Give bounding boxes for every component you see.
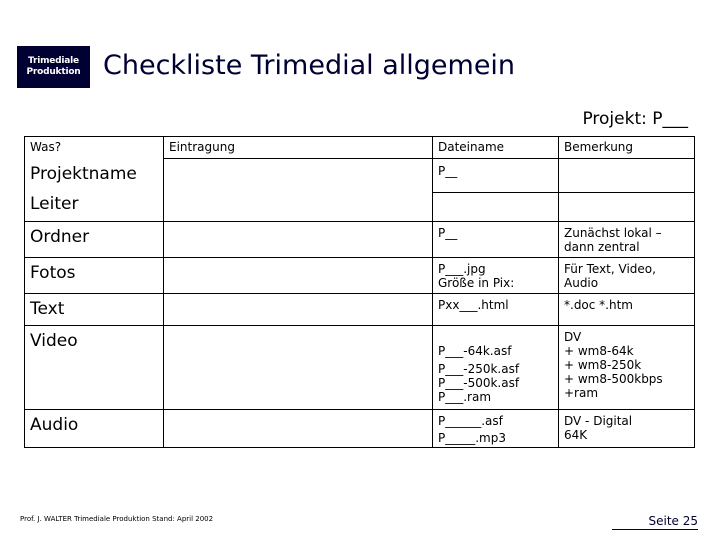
row-dateiname: P___-64k.asf P___-250k.asf P___-500k.asf P___.ram	[433, 326, 559, 410]
row-bemerkung: Zunächst lokal – dann zentral	[559, 222, 695, 258]
row-dateiname: Pxx___.html	[433, 294, 559, 326]
page-number: Seite 25	[648, 514, 698, 528]
row-bemerkung: DV - Digital 64K	[559, 410, 695, 448]
row-dateiname: P__	[433, 159, 559, 193]
header-dateiname: Dateiname	[433, 137, 559, 159]
table-header-row	[25, 137, 695, 159]
header-was: Was?	[25, 137, 164, 159]
table-row	[25, 326, 695, 410]
logo-line-2: Produktion	[26, 67, 81, 77]
row-was: Leiter	[25, 193, 164, 222]
logo	[17, 46, 90, 88]
footer-credit: Prof. J. WALTER Trimediale Produktion Stand: April 2002	[20, 515, 214, 523]
row-eintragung[interactable]	[164, 294, 433, 326]
row-bemerkung: DV + wm8-64k + wm8-250k + wm8-500kbps +ram	[559, 326, 695, 410]
row-eintragung[interactable]	[164, 222, 433, 258]
table-row	[25, 294, 695, 326]
row-was: Projektname	[25, 159, 164, 193]
row-eintragung[interactable]	[164, 159, 433, 222]
row-bemerkung: *.doc *.htm	[559, 294, 695, 326]
table-row	[25, 258, 695, 294]
row-bemerkung	[559, 159, 695, 193]
table-row	[25, 159, 695, 193]
footer-divider	[612, 529, 698, 530]
table-row	[25, 222, 695, 258]
row-eintragung[interactable]	[164, 258, 433, 294]
page-title: Checkliste Trimedial allgemein	[103, 50, 516, 81]
row-dateiname	[433, 193, 559, 222]
row-was: Ordner	[25, 222, 164, 258]
row-bemerkung	[559, 193, 695, 222]
row-bemerkung: Für Text, Video, Audio	[559, 258, 695, 294]
row-eintragung[interactable]	[164, 326, 433, 410]
header-eintragung: Eintragung	[164, 137, 433, 159]
header-bemerkung: Bemerkung	[559, 137, 695, 159]
row-dateiname: P______.asf P_____.mp3	[433, 410, 559, 448]
project-label: Projekt: P___	[582, 109, 688, 129]
row-dateiname: P__	[433, 222, 559, 258]
checklist-table	[24, 136, 695, 448]
row-dateiname: P___.jpg Größe in Pix:	[433, 258, 559, 294]
row-was: Audio	[25, 410, 164, 448]
row-was: Video	[25, 326, 164, 410]
row-was: Fotos	[25, 258, 164, 294]
row-eintragung[interactable]	[164, 410, 433, 448]
logo-line-1: Trimediale	[28, 56, 79, 66]
row-was: Text	[25, 294, 164, 326]
table-row	[25, 410, 695, 448]
